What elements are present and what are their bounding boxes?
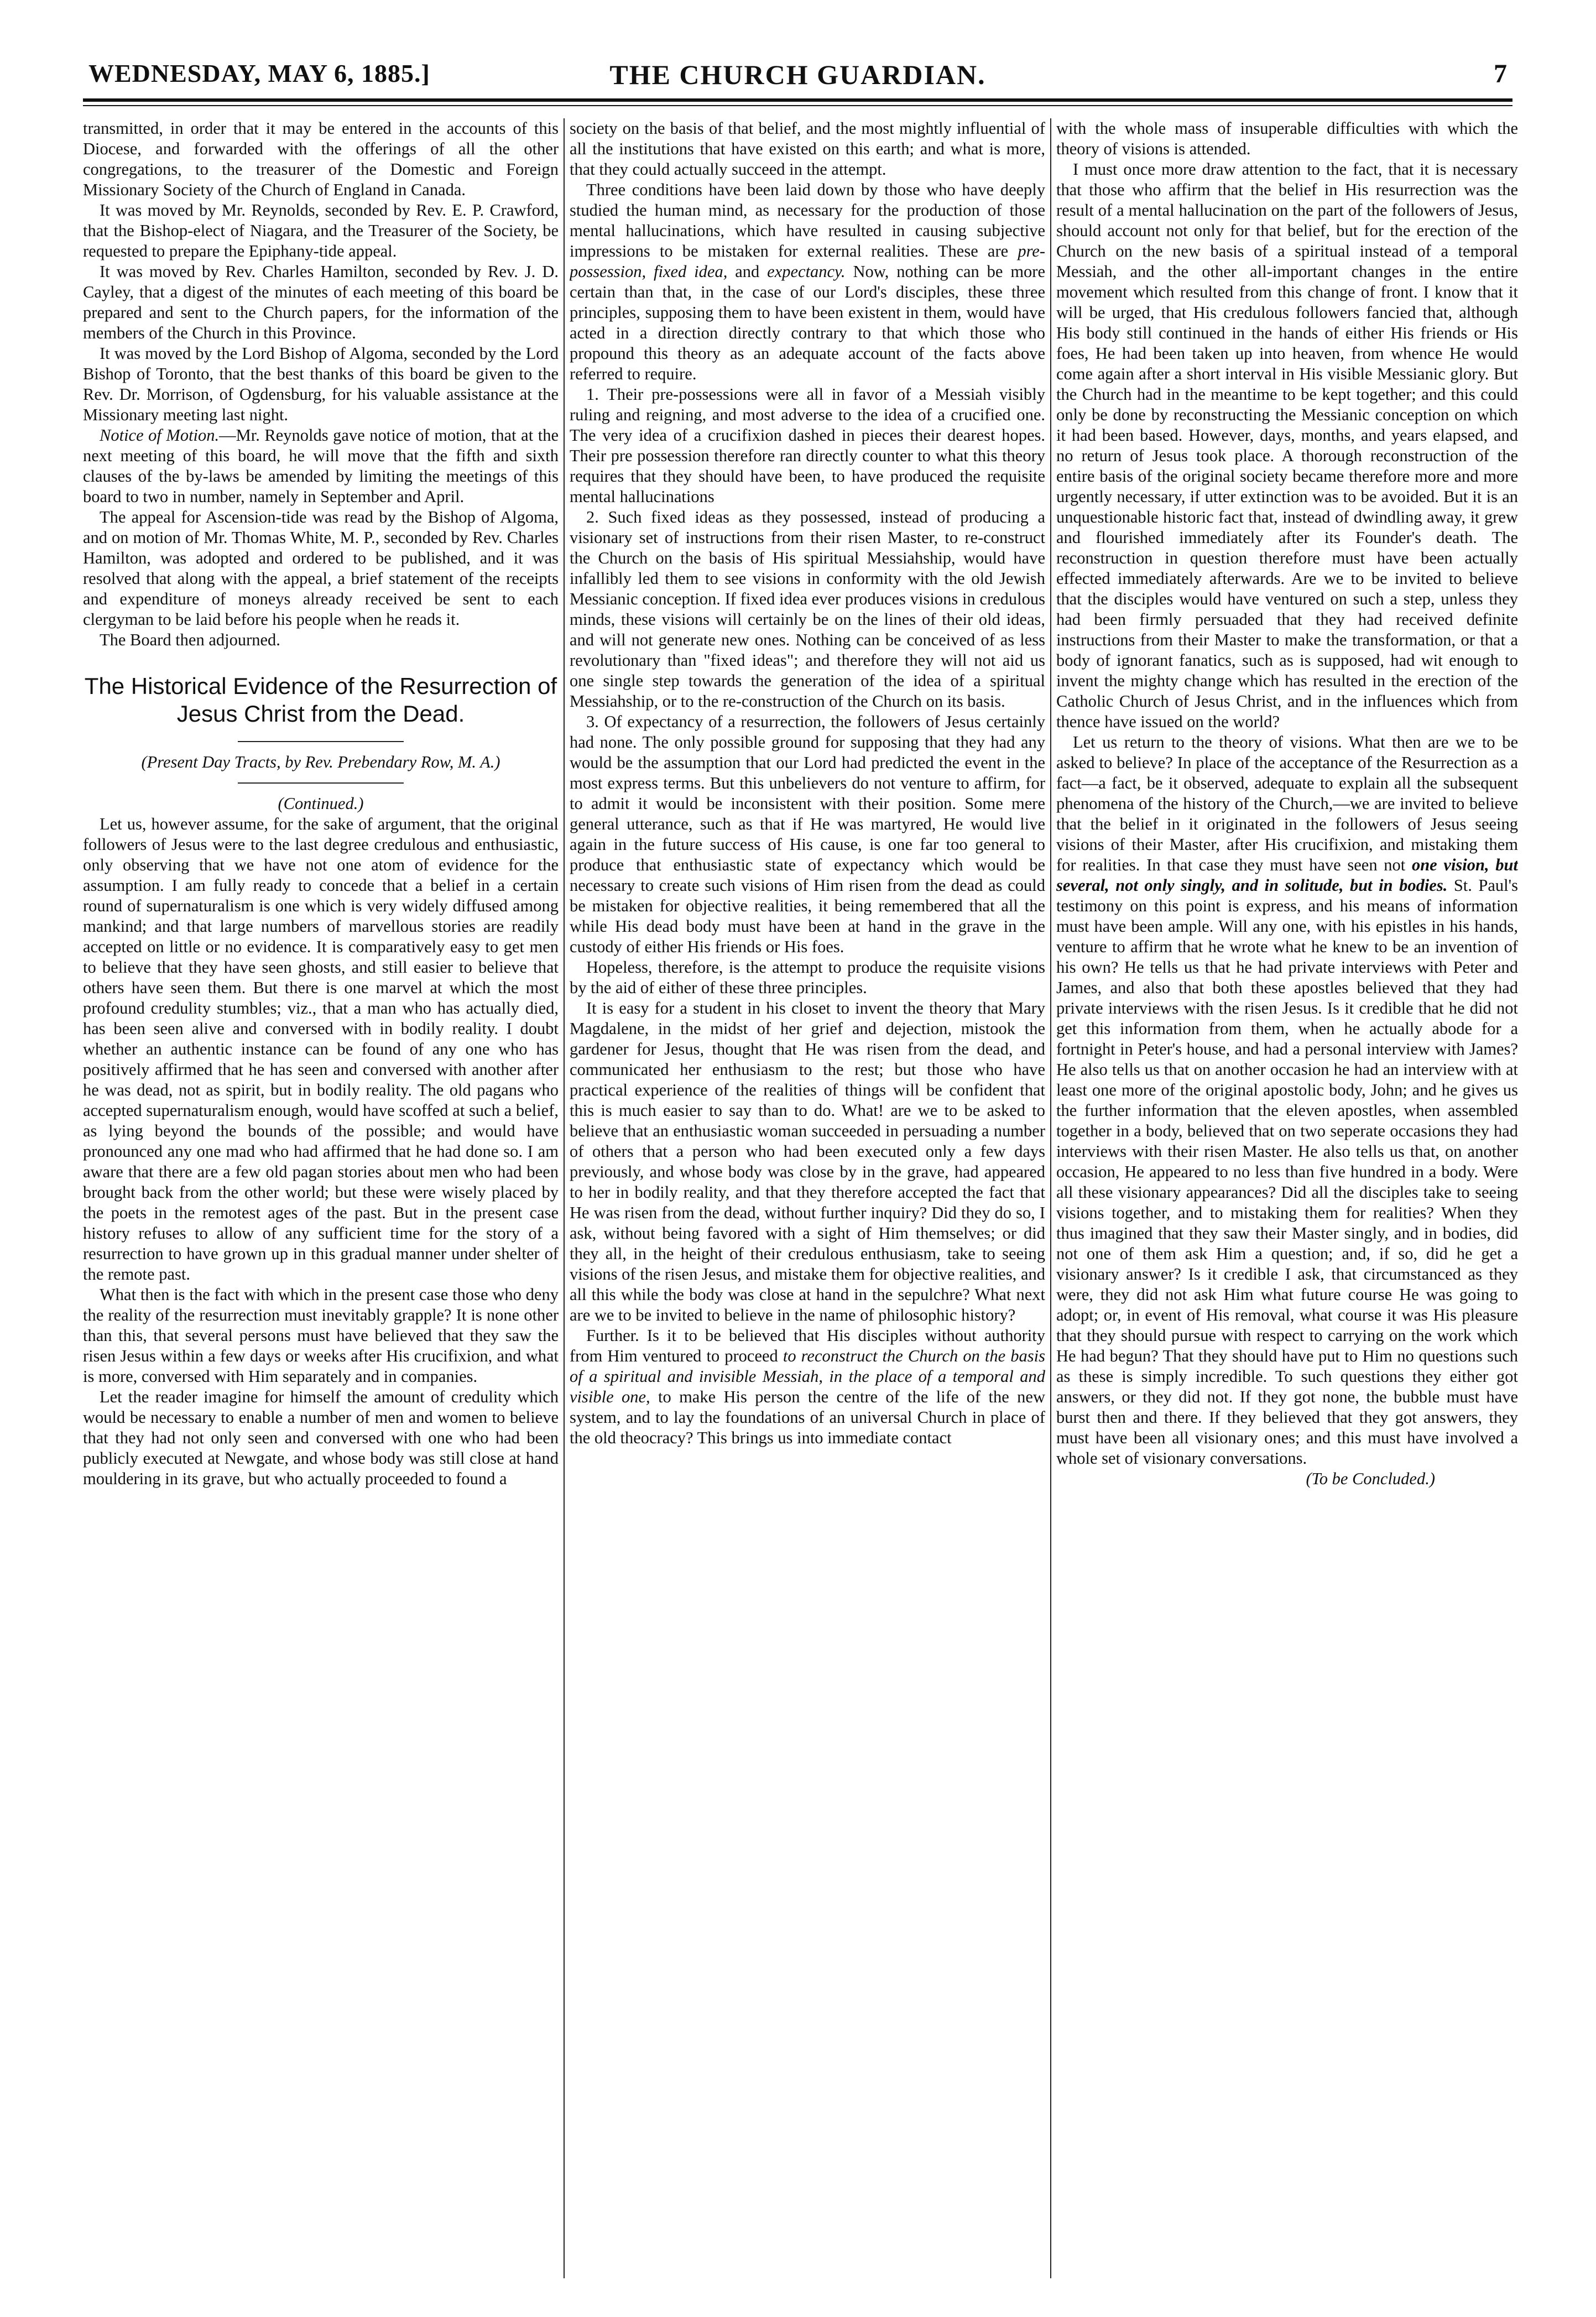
italic-term: pre-possession, fixed idea,: [570, 242, 1045, 281]
header-rule-thick: [83, 98, 1512, 102]
paragraph: It was moved by Rev. Charles Hamilton, seconded by Rev. J. D. Cayley, that a digest of the minutes of each meeting of this board be prepared and sent to the Church papers, for the information of the members of the Church in this Province.: [83, 262, 559, 342]
paragraph: Hopeless, therefore, is the attempt to produce the requisite visions by the aid of either of these three principles.: [570, 958, 1045, 997]
header-rule-thin: [83, 105, 1512, 106]
column-divider-2: [1050, 118, 1051, 2278]
title-rule: [238, 741, 404, 742]
to-be-concluded: (To be Concluded.): [1306, 1469, 1435, 1488]
paragraph: The Board then adjourned.: [100, 630, 280, 649]
paragraph: It is easy for a student in his closet to invent the theory that Mary Magdalene, in the midst of her grief and dejection, mistook the gardener for Jesus, thought that He was risen from the dead, and communicated her enthusiasm to the rest; but those who have practical experience of the realities of things will be confident that this is much easier to say than to do. What! are we to be asked to believe that an enthusiastic woman succeeded in persuading a number of others that a person who had been executed only a few days previously, and whose body was close by in the grave, had appeared to her in bodily reality, and that they therefore accepted the fact that He was risen from the dead, without further inquiry? Did they do so, I ask, without being favored with a sight of Him themselves; or did they all, in the height of their credulous enthusiasm, take to seeing visions of the risen Jesus, and mistake them for objective realities, and all this while the body was close at hand in the sepulchre? What next are we to be invited to believe in the name of philosophic history?: [570, 999, 1045, 1324]
paragraph: [1056, 732, 1518, 1469]
byline: (Present Day Tracts, by Rev. Prebendary Row, M. A.): [141, 753, 500, 771]
paragraph: [83, 425, 559, 507]
paragraph: What then is the fact with which in the present case those who deny the reality of the resurrection must inevitably grapple? It is none other than this, that several persons must have believed that they saw the risen Jesus within a few days or weeks after His crucifixion, and what is more, conversed with Him separately and in companies.: [83, 1285, 559, 1386]
paragraph: It was moved by Mr. Reynolds, seconded by Rev. E. P. Crawford, that the Bishop-elect of Niagara, and the Treasurer of the Society, be requested to prepare the Epiphany-tide appeal.: [83, 201, 559, 260]
paragraph: [570, 1326, 1045, 1448]
column-2: [570, 118, 1045, 2278]
text-run: to make His person the centre of the life of the new system, and to lay the foundations of an universal Church in place of the old theocracy? This brings us into immediate contact: [570, 1387, 1045, 1447]
paragraph: with the whole mass of insuperable difficulties with which the theory of visions is attended.: [1056, 119, 1518, 158]
column-divider-1: [564, 118, 565, 2278]
byline-rule: [238, 782, 404, 784]
text-run: and: [727, 262, 768, 281]
italic-phrase: to reconstruct the Church on the basis of a spiritual and invisible Messiah, in the place of a temporal and visible one,: [570, 1347, 1045, 1406]
paragraph: 2. Such fixed ideas as they possessed, instead of producing a visionary set of instructions from their risen Master, to re-construct the Church on the basis of His spiritual Messiahship, would have infallibly led them to see visions in conformity with the old Jewish Messianic conception. If fixed idea ever produces visions in credulous minds, these visions will certainly be on the lines of their old ideas, and will not generate new ones. Nothing can be conceived of as less revolutionary than "fixed ideas"; and therefore they will not aid us one single step towards the generation of the idea of a spiritual Messiahship, or to the re-construction of the Church on its basis.: [570, 508, 1045, 711]
newspaper-title: THE CHURCH GUARDIAN.: [609, 59, 986, 90]
italic-term: expectancy.: [767, 262, 846, 281]
paragraph: 1. Their pre-possessions were all in favor of a Messiah visibly ruling and reigning, and most adverse to the idea of a crucified one. The very idea of a crucifixion dashed in pieces their dearest hopes. Their pre possession therefore ran directly counter to what this theory requires that they should have been, to have produced the requisite mental hallucinations: [570, 385, 1045, 506]
article-title: The Historical Evidence of the Resurrection of Jesus Christ from the Dead.: [84, 673, 557, 727]
paragraph: transmitted, in order that it may be entered in the accounts of this Diocese, and forwarded with the offerings of all the other congregations, to the treasurer of the Domestic and Foreign Missionary Society of the Church of England in Canada.: [83, 119, 559, 199]
paragraph: Let the reader imagine for himself the amount of credulity which would be necessary to enable a number of men and women to believe that they had not only seen and conversed with one who had been publicly executed at Newgate, and whose body was still close at hand mouldering in its grave, but who actually proceeded to found a: [83, 1387, 559, 1488]
text-run: Three conditions have been laid down by those who have deeply studied the human mind, as necessary for the production of those mental hallucinations, which have resulted in causing subjective impressions to be mistaken for external realities. These are: [570, 180, 1045, 260]
paragraph: It was moved by the Lord Bishop of Algoma, seconded by the Lord Bishop of Toronto, that the best thanks of this board be given to the Rev. Dr. Morrison, of Ogdensburg, for his valuable assistance at the Missionary meeting last night.: [83, 344, 559, 424]
paragraph: society on the basis of that belief, and the most mightly influential of all the institutions that have existed on this earth; and what is more, that they could actually succeed in the attempt.: [570, 119, 1045, 179]
italic-phrase: one vision, but several, not only singly, and in solitude, but in bodies.: [1056, 855, 1518, 895]
text-run: Now, nothing can be more certain than that, in the case of our Lord's disciples, these three principles, supposing them to have been existent in them, would have acted in a direction directly contrary to that which those who propound this theory as an adequate account of the facts above referred to require.: [570, 262, 1045, 383]
text-run: St. Paul's testimony on this point is express, and his means of information must have been ample. Will any one, with his epistles in his hands, venture to affirm that he wrote what he knew to be an invention of his own? He tells us that he had private interviews with Peter and James, and also that both these apostles believed that they had private interviews with the risen Jesus. Is it credible that he did not get this information from them, when he actually abode for a fortnight in Peter's house, and had a personal interview with James? He also tells us that on another occasion he had an interview with at least one more of the original apostolic body, John; and he gives us the further information that the eleven apostles, when assembled together in a body, believed that on two seperate occasions they had interviews with their risen Master. He also tells us that, on another occasion, He appeared to no less than five hundred in a body. Were all these visionary appearances? Did all the disciples take to seeing visions together, and to mistaking them for realities? When they thus imagined that they saw their Master singly, and in bodies, did not one of them ask Him a question; and, if so, did he get a visionary answer? Is it credible I ask, that circumstanced as they were, they did not ask Him what future course He was going to adopt; or, in event of His removal, what course it was His pleasure that they should pursue with respect to carrying on the work which He had begun? That they should have put to Him no questions such as these is simply incredible. To such questions they either got answers, or they did not. If they got none, the bubble must have burst then and there. If they believed that they got answers, they must have been all visionary ones; and this must have involved a whole set of visionary conversations.: [1056, 876, 1518, 1468]
paragraph: Let us, however assume, for the sake of argument, that the original followers of Jesus were to the last degree credulous and enthusiastic, only observing that we have not one atom of evidence for the assumption. I am fully ready to concede that a belief in a certain round of supernaturalism is one which is very widely diffused among mankind; and that large numbers of marvellous stories are readily accepted on little or no evidence. It is comparatively easy to get men to believe that they have seen ghosts, and still easier to believe that others have seen them. But there is one marvel at which the most profound credulity stumbles; viz., that a man who has actually died, has been seen alive and conversed with in bodily reality. I doubt whether an authentic instance can be found of any one who has positively affirmed that he has seen and conversed with another after he was dead, not as spirit, but in bodily reality. The old pagans who accepted supernaturalism enough, would have scoffed at such a belief, as lying beyond the bounds of the possible; and would have pronounced any one mad who had affirmed that he had done so. I am aware that there are a few old pagan stories about men who had been brought back from the other world; but these were wisely placed by the poets in the remotest ages of the past. But in the present case history refuses to allow of any sufficient time for the story of a resurrection to have grown up in this gradual manner under shelter of the remote past.: [83, 815, 559, 1283]
column-3: [1056, 118, 1518, 2278]
column-1: [83, 118, 559, 2278]
continued-note: (Continued.): [278, 794, 364, 813]
issue-date: WEDNESDAY, MAY 6, 1885.]: [88, 59, 430, 87]
text-run: Let us return to the theory of visions. What then are we to be asked to believe? In place of the acceptance of the Resurrection as a fact—a fact, be it observed, adequate to explain all the subsequent phenomena of the history of the Church,—we are invited to believe that the belief in it originated in the followers of Jesus seeing visions of their Master, after His crucifixion, and mistaking them for realities. In that case they must have seen not: [1056, 733, 1518, 874]
text-run: Further. Is it to be believed that His disciples without authority from Him ventured to proceed: [570, 1326, 1045, 1365]
paragraph: I must once more draw attention to the fact, that it is necessary that those who affirm that the belief in His resurrection was the result of a mental hallucination on the part of the followers of Jesus, should account not only for that belief, but for the erection of the Church on the new basis of a spiritual instead of a temporal Messiah, and the other all-important changes in the entire movement which resulted from this change of front. I know that it will be urged, that His credulous followers fancied that, although His body still continued in the hands of either His friends or His foes, He had been taken up into heaven, from whence He would come again after a short interval in His visible Messianic glory. But the Church had in the meantime to be kept together; and this could only be done by reconstructing the Messianic conception on which it had been based. However, days, months, and years elapsed, and no return of Jesus took place. A thorough reconstruction of the entire basis of the original society became therefore more and more urgently necessary, if utter extinction was to be avoided. But it is an unquestionable historic fact that, instead of dwindling away, it grew and flourished immediately after its Founder's death. The reconstruction in question therefore must have been actually effected immediately afterwards. Are we to be invited to believe that the disciples would have ventured on such a step, unless they had been firmly persuaded that they had received definite instructions from their Master to make the transformation, or that a body of ignorant fanatics, such as is supposed, had wit enough to invent the mighty change which has resulted in the erection of the Catholic Church of Jesus Christ, and in the influences which from thence have issued on the world?: [1056, 160, 1518, 731]
page-number: 7: [1494, 59, 1507, 88]
paragraph: [570, 180, 1045, 384]
notice-label: Notice of Motion.: [100, 426, 220, 445]
paragraph: The appeal for Ascension-tide was read by the Bishop of Algoma, and on motion of Mr. Thomas White, M. P., seconded by Rev. Charles Hamilton, was adopted and ordered to be published, and it was resolved that along with the appeal, a brief statement of the receipts and expenditure of moneys already received be sent to each clergyman to be laid before his people when he reads it.: [83, 508, 559, 629]
paragraph: 3. Of expectancy of a resurrection, the followers of Jesus certainly had none. The only possible ground for supposing that they had any would be the assumption that our Lord had predicted the event in the most express terms. But this unbelievers do not venture to affirm, for to admit it would be inconsistent with their position. Some mere general utterance, such as that if He was martyred, He would live again in the future success of His cause, is one far too general to produce that enthusiastic state of expectancy which would be necessary to create such visions of Him risen from the dead as could be mistaken for objective realities, it being remembered that all the while His dead body must have been at hand in the grave in the custody of either His friends or His foes.: [570, 712, 1045, 956]
notice-text: —Mr. Reynolds gave notice of motion, that at the next meeting of this board, he will move that the fifth and sixth clauses of the by-laws be amended by limiting the meetings of this board to two in number, namely in September and April.: [83, 426, 559, 506]
